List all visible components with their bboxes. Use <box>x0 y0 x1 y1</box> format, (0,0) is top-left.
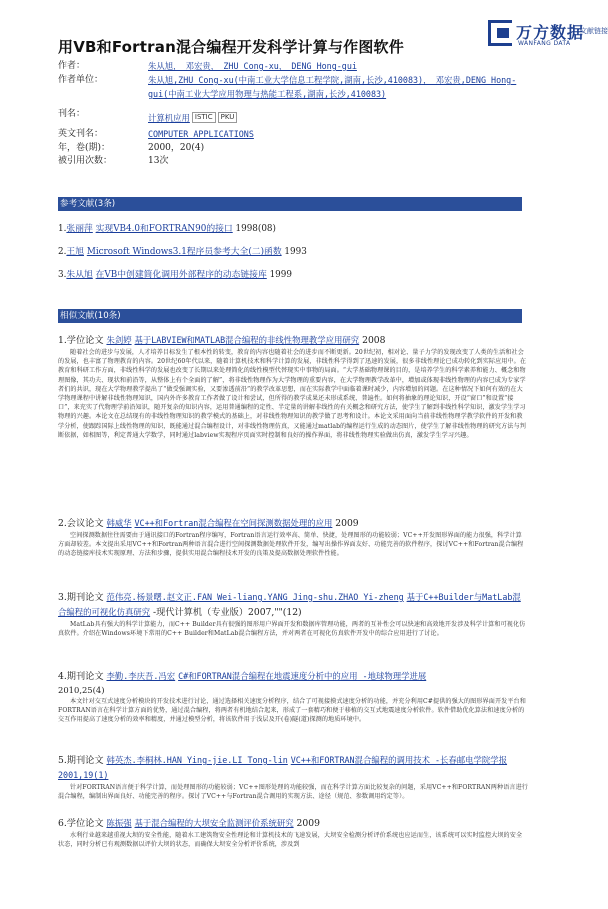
related-abstract: 空间探测数据往往需要由于通讯接口的Fortran程序编写，Fortran语言运行效率高、简单、快捷，处理图形的功能较弱；VC++开发图形界面的能力很强，科学计算方面却较差。本文提出采用VC++和Fortran两种语言混合进行空间探测数据处理软件开发，编写出操作界面友好、功能完善的软件程序，探讨VC++和Fortran混合编程的动态链接库技术实现原理、方法和步骤，提供实用混合编程技术开发的良策及提高数据处理软件性能。 <box>58 532 524 558</box>
logo-icon <box>488 20 512 46</box>
ref-author-link[interactable]: 王旭 <box>66 247 85 257</box>
meta-key: 年，卷(期)： <box>58 143 111 153</box>
related-item: 2.会议论文 韩威华 VC++和Fortran混合编程在空间探测数据处理的应用 2009 空间探测数据往往需要由于通讯接口的Fortran程序编写，Fortran语言运行效率高、简单、快捷，处理图形的功能较弱；VC++开发图形界面的能力很强，科学计算方面却较差。本文提出采用VC++和Fortran两种语言混合进行空间探测数据处理软件开发，编写出操作界面友好、功能完善的软件程序，探讨VC++和Fortran混合编程的动态链接库技术实现原理、方法和步骤，提供实用混合编程技术开发的良策及提高数据处理软件性能。 <box>58 516 528 590</box>
related-abstract: 水利行业越来越重视大坝的安全性能，随着水工建筑物安全性理论和计算机技术的飞速发展，大坝安全检测分析评价系统也应运而生，该系统可以实时监控大坝的安全状态，同时分析已有观测数据以评价大坝的状态，而确保大坝安全分析评价系统，涉及到 <box>58 832 523 849</box>
related-author-link[interactable]: 朱剑婷 <box>106 335 132 345</box>
related-item: 1.学位论文 朱剑婷 基于LABVIEW和MATLAB混合编程的非线性物理教学应用研究 2008 随着社会的进步与发展，人才培养目标发生了根本性的转变，教育的内容也随着社会的进步而不断更新。20世纪初，相对论、量子力学的发现改变了人类的生活和社会的发展，也丰富了物理教育的内容。20世纪60年代以来，随着计算机技术和科学计算的发展，非线性科学得到了迅速的发展，很多非线性理论已成功转化到实际应用中。在教育和科研工作方面，非线性科学的发展也改变了长期以来处理简化的线性模型代替现实中事物的局面。“大学基础物理课的目的，是培养学生的科学素养和能力、概念和物理图像，其功夫、现状和前沿等，从整体上有个全面的了解”，将非线性物理作为大学物理的重要内容，在大学物理教学改革中，增加或体现非线性物理的内容已成为专家学者们的共识，现在大学物理教学提出了“做受强调实验，又要渗透前沿”的教学改革思想，而在实际教学中面临着课时减少，内容增加的问题。在这种情况下如何有效的在大学物理课程中讲解非线性物理知识，国内外许多教育工作者做了设计和尝试，但所得的教学成果还未形成系统、普遍性。如何将抽象的理论知识，开设“窗口”和设置“接口”，来充实了代物理学前沿知识，随开复杂的知识内容，运用普通编程的定性、半定量的讲解非线性的有关概念和研究方法，使学生了解到非线性科学知识，激发学生学习物理的兴趣。本论文在总结现有的非线性物理知识的教学模式的基础上，对非线性物理知识的教学做了思考和设计。本论文采用面向当前非线性物理学教学软件的开发和教学分析，使跟踪国际上线性物理的知识，既能通过混合编程设计，对非线性物理仿真，又能通过matlab的编程运行生成的动态图片，使学生了解非线性物理的研究方法与判断依据，如相图等，利定普通大学数学，同时通过labview实现程序页面实时控制和良好的操作界面，将非线性物理实验做出仿真，激发学生学习兴趣。 <box>58 333 528 516</box>
reference-item: 1.张丽萍 实现VB4.0和FORTRAN90的接口 1998(08) <box>58 224 276 234</box>
related-author-link[interactable]: 范伟亮.杨景曙.赵文正.FAN Wei-liang.YANG Jing-shu.ZHAO Yi-zheng <box>106 592 404 602</box>
related-list <box>58 333 528 856</box>
logo-subtext: WANFANG DATA <box>518 40 571 47</box>
related-item: 4.期刊论文 李勤.李庆吾.冯宏 C#和FORTRAN混合编程在地震速度分析中的应用 -地球物理学进展 2010,25(4) 本文针对交互式速度分析模块的开发技术进行讨论，通过选择相关速度分析程序，结合了可视接摸式速度分析的功能，并充分利用C#提供的强大的图形界面开发平台和FORTRAN语言在科学计算方面的优势，通过混合编程，将两者有机地结合起来，形成了一套精巧和便于移植的交互式地震速度分析软件。软件借助优化算法和速度分析的交互作用提高了速度分析的效率和精度，并通过模型分析，将该软件用于浅层及开(卷)隧(道)探测的地质环境中。 <box>58 669 528 753</box>
related-title-link[interactable]: 基于混合编程的大坝安全监测评价系统研究 <box>134 818 294 828</box>
related-title-link[interactable]: VC++和Fortran混合编程在空间探测数据处理的应用 <box>134 518 333 528</box>
meta-table <box>58 60 538 168</box>
related-author-link[interactable]: 韩威华 <box>106 518 132 528</box>
meta-value: 13次 <box>148 156 169 166</box>
journal-en-link[interactable]: COMPUTER APPLICATIONS <box>148 129 254 139</box>
journal-link[interactable]: 计算机应用 <box>148 113 190 123</box>
authors-link[interactable]: 朱从旭， 邓宏贵， ZHU Cong-xu， DENG Hong-gui <box>148 61 357 71</box>
related-title-link[interactable]: 基于C++Builder与MatLab混合编程的可视化仿真研究 <box>58 592 521 617</box>
ref-author-link[interactable]: 朱从旭 <box>66 270 93 280</box>
related-title-link[interactable]: C#和FORTRAN混合编程在地震速度分析中的应用 <box>178 671 358 681</box>
ref-title-link[interactable]: 实现VB4.0和FORTRAN90的接口 <box>95 224 233 234</box>
meta-value: 2000，20(4) <box>148 143 205 153</box>
related-abstract: 本文针对交互式速度分析模块的开发技术进行讨论，通过选择相关速度分析程序，结合了可视接摸式速度分析的功能，并充分利用C#提供的强大的图形界面开发平台和FORTRAN语言在科学计算方面的优势，通过混合编程，将两者有机地结合起来，形成了一套精巧和便于移植的交互式地震速度分析软件。软件借助优化算法和速度分析的交互作用提高了速度分析的效率和精度，并通过模型分析，将该软件用于浅层及开(卷)隧(道)探测的地质环境中。 <box>58 698 526 724</box>
reference-item: 2.王旭 Microsoft Windows3.1程序员参考大全(二)函数 1993 <box>58 247 307 257</box>
meta-key: 刊名： <box>58 109 86 119</box>
related-author-link[interactable]: 陈振强 <box>106 818 132 828</box>
related-abstract: 针对FORTRAN语言便于科学计算，而处理图形的功能较弱；VC++图形处理的功能较强，而在科学计算方面比较复杂的问题，采用VC++和FORTRAN两种语言进行混合编程，编制出界面良好、功能完善的程序。探讨了VC++与Fortran混合调用的实现方法、途径（规范、参数调用约定等）。 <box>58 784 528 801</box>
related-author-link[interactable]: 韩英杰.李桐林.HAN Ying-jie.LI Tong-lin <box>106 755 288 765</box>
related-item: 3.期刊论文 范伟亮.杨景曙.赵文正.FAN Wei-liang.YANG Jing-shu.ZHAO Yi-zheng 基于C++Builder与MatLab混合编程的可视化仿真研究 -现代计算机（专业版）2007,""(12) MatLab具有强大的科学计算能力，而C++ Builder具有很强的图形用户界面开发和数据库管理功能，两者的互补性会可以快速和高效地开发涉及科学计算和可视化仿真软件。介绍在Windows环境下常用的C++ Builder和MatLab混合编程方法，并对两者在可视化仿真软件开发中的综合应用进行了讨论。 <box>58 590 528 669</box>
meta-row-affiliation <box>58 74 538 102</box>
related-abstract: MatLab具有强大的科学计算能力，而C++ Builder具有很强的图形用户界面开发和数据库管理功能，两者的互补性会可以快速和高效地开发涉及科学计算和可视化仿真软件。介绍在Windows环境下常用的C++ Builder和MatLab混合编程方法，并对两者在可视化仿真软件开发中的综合应用进行了讨论。 <box>58 621 526 638</box>
related-journal-link[interactable]: -长春邮电学院学报2001,19(1) <box>58 755 508 780</box>
references-list <box>58 222 528 291</box>
meta-row-year <box>58 142 538 155</box>
ref-author-link[interactable]: 张丽萍 <box>66 224 93 234</box>
related-header: 相似文献(10条) <box>58 309 522 323</box>
meta-key: 作者： <box>58 61 86 71</box>
related-item: 6.学位论文 陈振强 基于混合编程的大坝安全监测评价系统研究 2009 水利行业越来越重视大坝的安全性能，随着水工建筑物安全性理论和计算机技术的飞速发展，大坝安全检测分析评价系统也应运而生，该系统可以实时监控大坝的安全状态，同时分析已有观测数据以评价大坝的状态，而确保大坝安全分析评价系统，涉及到 <box>58 816 528 856</box>
meta-key: 英文刊名： <box>58 129 104 139</box>
header <box>58 23 608 60</box>
meta-key: 作者单位： <box>58 75 104 85</box>
ref-title-link[interactable]: Microsoft Windows3.1程序员参考大全(二)函数 <box>86 247 282 257</box>
meta-row-authors <box>58 60 538 74</box>
related-journal-link[interactable]: -地球物理学进展 <box>357 671 427 681</box>
related-year: 2010,25(4) <box>58 685 105 695</box>
page-title: 用VB和Fortran混合编程开发科学计算与作图软件 <box>58 38 404 56</box>
related-item: 5.期刊论文 韩英杰.李桐林.HAN Ying-jie.LI Tong-lin VC++和FORTRAN混合编程的调用技术 -长春邮电学院学报2001,19(1) 针对FORTRAN语言便于科学计算，而处理图形的功能较弱；VC++图形处理的功能较强，而在科学计算方面比较复杂的问题，采用VC++和FORTRAN两种语言进行混合编程，编制出界面良好、功能完善的程序。探讨了VC++与Fortran混合调用的实现方法、途径（规范、参数调用约定等）。 <box>58 753 528 816</box>
references-header: 参考文献(3条) <box>58 197 522 211</box>
istic-badge[interactable]: ISTIC <box>192 112 216 123</box>
meta-row-citations <box>58 155 538 168</box>
related-title-link[interactable]: 基于LABVIEW和MATLAB混合编程的非线性物理教学应用研究 <box>134 335 360 345</box>
ref-title-link[interactable]: 在VB中创建简化调用外部程序的动态链接库 <box>95 270 267 280</box>
related-title-link[interactable]: VC++和FORTRAN混合编程的调用技术 <box>290 755 430 765</box>
pku-badge[interactable]: PKU <box>218 112 238 123</box>
related-author-link[interactable]: 李勤.李庆吾.冯宏 <box>106 671 176 681</box>
logo-text: 万方数据 <box>516 23 585 42</box>
wanfang-logo[interactable] <box>488 20 608 52</box>
meta-key: 被引用次数： <box>58 156 113 166</box>
reference-item: 3.朱从旭 在VB中创建简化调用外部程序的动态链接库 1999 <box>58 270 292 280</box>
affiliation-link[interactable]: 朱从旭,ZHU Cong-xu(中南工业大学信息工程学院,湖南,长沙,410083)， 邓宏贵,DENG Hong-gui(中南工业大学应用物理与热能工程系,湖南,长沙,410083) <box>148 75 517 99</box>
meta-row-journal-en <box>58 128 538 142</box>
related-abstract: 随着社会的进步与发展，人才培养目标发生了根本性的转变，教育的内容也随着社会的进步而不断更新。20世纪初，相对论、量子力学的发现改变了人类的生活和社会的发展，也丰富了物理教育的内容。20世纪60年代以来，随着计算机技术和科学计算的发展，非线性科学得到了迅速的发展，很多非线性理论已成功转化到实际应用中。在教育和科研工作方面，非线性科学的发展也改变了长期以来处理简化的线性模型代替现实中事物的局面。“大学基础物理课的目的，是培养学生的科学素养和能力、概念和物理图像，其功夫、现状和前沿等，从整体上有个全面的了解”，将非线性物理作为大学物理的重要内容，在大学物理教学改革中，增加或体现非线性物理的内容已成为专家学者们的共识，现在大学物理教学提出了“做受强调实验，又要渗透前沿”的教学改革思想，而在实际教学中面临着课时减少，内容增加的问题。在这种情况下如何有效的在大学物理课程中讲解非线性物理知识，国内外许多教育工作者做了设计和尝试，但所得的教学成果还未形成系统、普遍性。如何将抽象的理论知识，开设“窗口”和设置“接口”，来充实了代物理学前沿知识，随开复杂的知识内容，运用普通编程的定性、半定量的讲解非线性的有关概念和研究方法，使学生了解到非线性科学知识，激发学生学习物理的兴趣。本论文在总结现有的非线性物理知识的教学模式的基础上，对非线性物理知识的教学做了思考和设计。本论文采用面向当前非线性物理学教学软件的开发和教学分析，使跟踪国际上线性物理的知识，既能通过混合编程设计，对非线性物理仿真，又能通过matlab的编程运行生成的动态图片，使学生了解非线性物理的研究方法与判断依据，如相图等，利定普通大学数学，同时通过labview实现程序页面实时控制和良好的操作界面，将非线性物理实验做出仿真，激发学生学习兴趣。 <box>58 349 527 439</box>
meta-row-journal <box>58 108 538 126</box>
logo-tag: 文献链接 <box>580 27 608 35</box>
